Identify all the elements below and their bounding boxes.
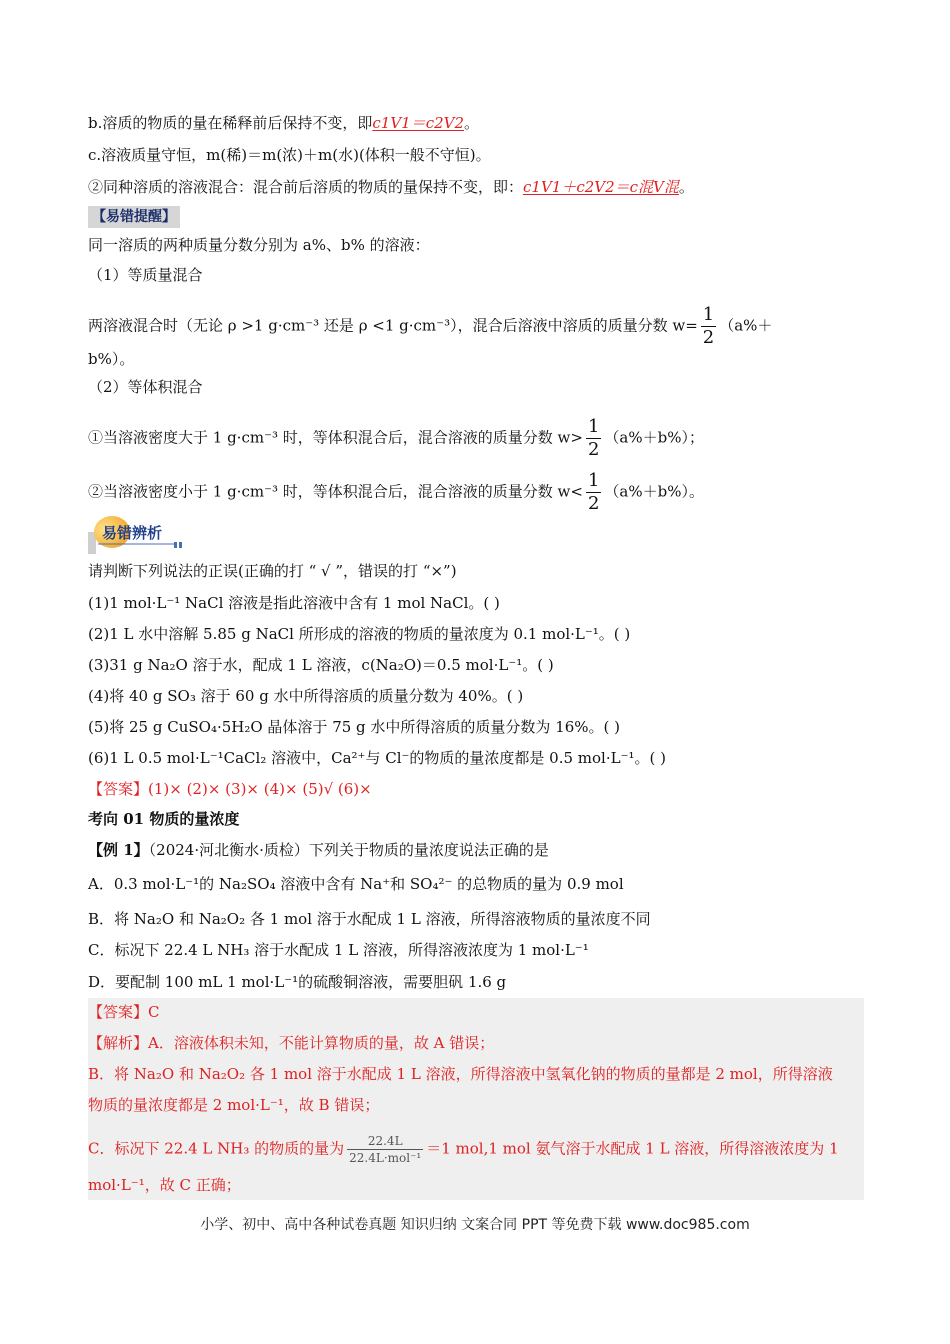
equal-volume-2-tail: （a%＋b%）。 [604, 482, 704, 501]
example-text: （2024·河北衡水·质检）下列关于物质的量浓度说法正确的是 [148, 841, 549, 859]
dilution-b-text: b.溶质的物质的量在稀释前后保持不变，即 [88, 114, 373, 132]
fraction-denominator: 2 [702, 327, 715, 348]
equal-volume-2-text: ②当溶液密度小于 1 g·cm⁻³ 时，等体积混合后，混合溶液的质量分数 w< [88, 482, 583, 501]
analysis-item-4: (4)将 40 g SO₃ 溶于 60 g 水中所得溶质的质量分数为 40%。( ) [88, 687, 524, 705]
equal-mass-text: 两溶液混合时（无论 ρ >1 g·cm⁻³ 还是 ρ <1 g·cm⁻³），混合后溶液中溶质的质量分数 w= [88, 316, 698, 335]
explain-c-text: C．标况下 22.4 L NH₃ 的物质的量为 [88, 1139, 345, 1158]
equal-mass-tail-line: b%）。 [88, 350, 135, 368]
analysis-item-1: (1)1 mol·L⁻¹ NaCl 溶液是指此溶液中含有 1 mol NaCl。( ) [88, 594, 500, 612]
molar-volume-fraction [347, 1133, 423, 1166]
equal-mass-heading: （1）等质量混合 [88, 266, 203, 284]
error-tip-badge: 【易错提醒】 [88, 206, 180, 228]
analysis-item-6: (6)1 L 0.5 mol·L⁻¹CaCl₂ 溶液中，Ca²⁺与 Cl⁻的物质的量浓度都是 0.5 mol·L⁻¹。( ) [88, 749, 666, 767]
equal-volume-heading: （2）等体积混合 [88, 378, 203, 396]
equal-mass-tail: （a%＋ [719, 316, 773, 335]
option-c: C．标况下 22.4 L NH₃ 溶于水配成 1 L 溶液，所得溶液浓度为 1 mol·L⁻¹ [88, 941, 589, 959]
equal-volume-line-1 [88, 416, 704, 461]
option-d: D．要配制 100 mL 1 mol·L⁻¹的硫酸铜溶液，需要胆矾 1.6 g [88, 973, 507, 991]
analysis-item-3: (3)31 g Na₂O 溶于水，配成 1 L 溶液，c(Na₂O)＝0.5 mol·L⁻¹。( ) [88, 656, 554, 674]
explain-a: 【解析】A．溶液体积未知，不能计算物质的量，故 A 错误； [88, 1034, 495, 1052]
fraction-numerator: 1 [587, 470, 600, 491]
example-line [88, 839, 549, 861]
analysis-item-2: (2)1 L 水中溶解 5.85 g NaCl 所形成的溶液的物质的量浓度为 0.1 mol·L⁻¹。( ) [88, 625, 631, 643]
analysis-instruction: 请判断下列说法的正误(正确的打 “ √ ”，错误的打 “×”) [88, 562, 457, 580]
analysis-item-5: (5)将 25 g CuSO₄·5H₂O 晶体溶于 75 g 水中所得溶质的质量分数为 16%。( ) [88, 718, 621, 736]
equal-volume-1-text: ①当溶液密度大于 1 g·cm⁻³ 时，等体积混合后，混合溶液的质量分数 w> [88, 428, 583, 447]
fraction-denominator: 2 [587, 493, 600, 514]
dilution-line-b: b.溶质的物质的量在稀释前后保持不变，即c1V1＝c2V2。 [88, 114, 480, 132]
explain-c-tail: ＝1 mol,1 mol 氨气溶于水配成 1 L 溶液，所得溶液浓度为 1 [426, 1139, 839, 1158]
mixing-line: ②同种溶质的溶液混合：混合前后溶质的物质的量保持不变，即：c1V1＋c2V2＝c混V混。 [88, 178, 694, 196]
explain-c-1 [88, 1133, 839, 1166]
half-fraction [586, 470, 601, 515]
analysis-section-logo [88, 514, 188, 556]
molar-fraction-denominator: 22.4L·mol⁻¹ [349, 1151, 422, 1165]
molar-fraction-numerator: 22.4L [347, 1133, 423, 1150]
explain-b-1: B．将 Na₂O 和 Na₂O₂ 各 1 mol 溶于水配成 1 L 溶液，所得溶液中氢氧化钠的物质的量都是 2 mol，所得溶液 [88, 1065, 833, 1083]
equal-volume-1-tail: （a%＋b%）； [604, 428, 704, 447]
topic-heading: 考向 01 物质的量浓度 [88, 810, 240, 828]
fraction-numerator: 1 [702, 304, 715, 325]
half-fraction [586, 416, 601, 461]
example-label: 【例 1】 [88, 841, 149, 859]
mixing-text: ②同种溶质的溶液混合：混合前后溶质的物质的量保持不变，即： [88, 178, 524, 196]
explain-b-2: 物质的量浓度都是 2 mol·L⁻¹，故 B 错误； [88, 1096, 380, 1114]
explain-c-2: mol·L⁻¹，故 C 正确； [88, 1176, 241, 1194]
analysis-logo-text: 易错辨析 [102, 524, 163, 542]
half-fraction [701, 304, 716, 349]
dilution-b-formula: c1V1＝c2V2 [372, 114, 465, 132]
option-a: A．0.3 mol·L⁻¹的 Na₂SO₄ 溶液中含有 Na⁺和 SO₄²⁻ 的总物质的量为 0.9 mol [88, 875, 624, 893]
equal-volume-line-2 [88, 470, 704, 515]
option-b: B．将 Na₂O 和 Na₂O₂ 各 1 mol 溶于水配成 1 L 溶液，所得溶液物质的量浓度不同 [88, 910, 651, 928]
equal-mass-line [88, 304, 772, 349]
fraction-denominator: 2 [587, 439, 600, 460]
analysis-answer: 【答案】(1)× (2)× (3)× (4)× (5)√ (6)× [88, 780, 372, 798]
page-footer: 小学、初中、高中各种试卷真题 知识归纳 文案合同 PPT 等免费下载 www.doc985.com [200, 1217, 750, 1233]
dilution-line-c: c.溶液质量守恒，m(稀)＝m(浓)＋m(水)(体积一般不守恒)。 [88, 146, 491, 164]
tips-intro: 同一溶质的两种质量分数分别为 a%、b% 的溶液： [88, 236, 430, 254]
fraction-numerator: 1 [587, 416, 600, 437]
example-answer: 【答案】C [88, 1003, 160, 1021]
mixing-formula: c1V1＋c2V2＝c混V混 [523, 178, 679, 196]
